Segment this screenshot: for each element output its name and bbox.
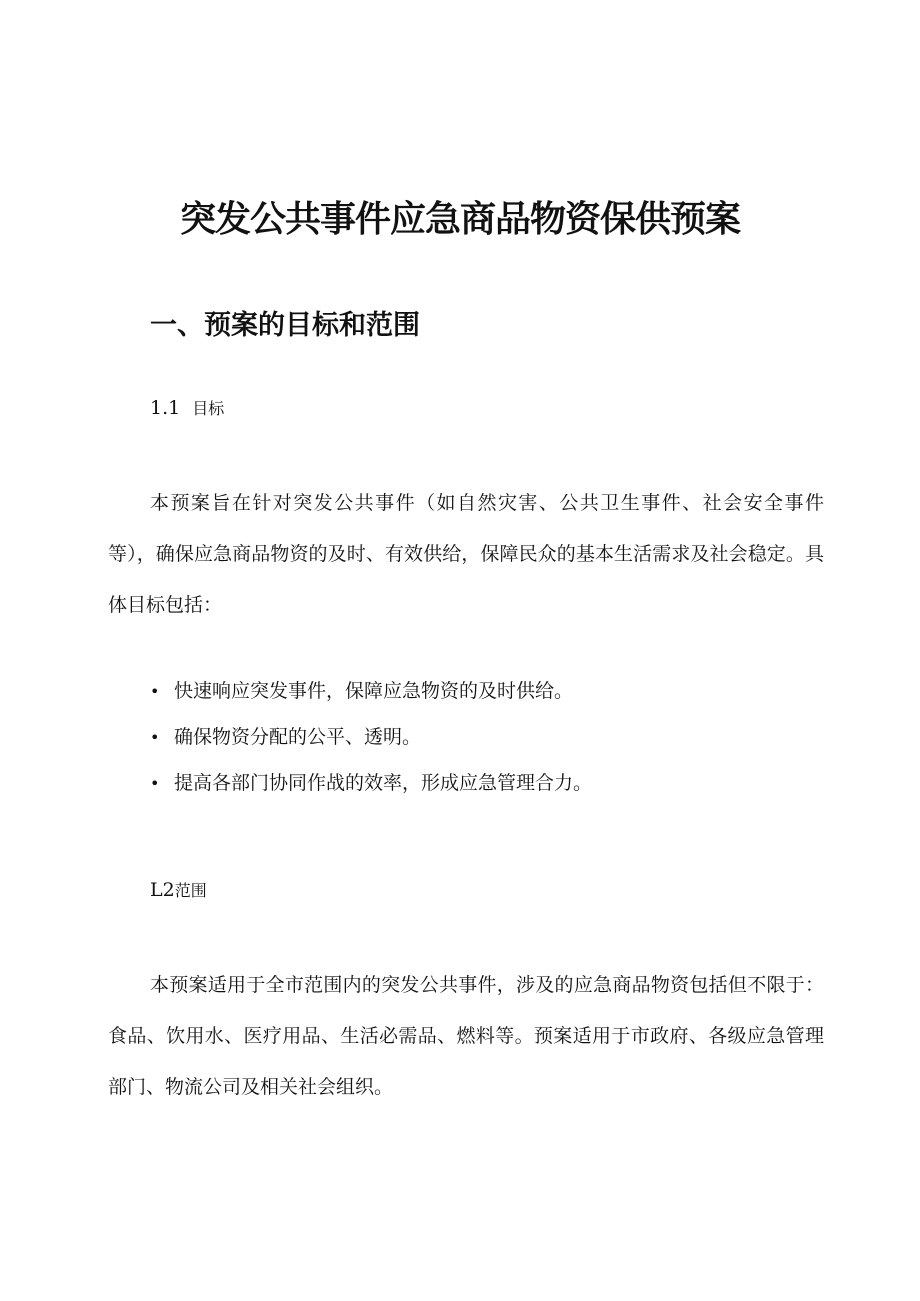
subsection-label: 范围 <box>174 881 207 900</box>
list-item-text: 确保物资分配的公平、透明。 <box>174 726 422 748</box>
list-item-text: 快速响应突发事件，保障应急物资的及时供给。 <box>174 680 574 702</box>
list-item <box>150 760 592 806</box>
subsection-heading-scope <box>150 876 207 905</box>
subsection-number: L2 <box>150 879 175 901</box>
scope-paragraph: 本预案适用于全市范围内的突发公共事件，涉及的应急商品物资包括但不限于：食品、饮用水、医疗用品、生活必需品、燃料等。预案适用于市政府、各级应急管理部门、物流公司及相关社会组织。 <box>108 974 824 1098</box>
subsection-label: 目标 <box>192 399 225 418</box>
list-item <box>150 668 592 714</box>
goals-bullet-list <box>150 668 592 806</box>
section-heading: 一、预案的目标和范围 <box>150 310 420 342</box>
bullet-icon: • <box>150 682 160 701</box>
list-item <box>150 714 592 760</box>
document-title: 突发公共事件应急商品物资保供预案 <box>179 199 740 241</box>
subsection-heading-goals <box>150 394 224 423</box>
subsection-number: 1.1 <box>150 397 181 419</box>
goals-paragraph: 本预案旨在针对突发公共事件（如自然灾害、公共卫生事件、社会安全事件等），确保应急商品物资的及时、有效供给，保障民众的基本生活需求及社会稳定。具体目标包括： <box>108 492 824 616</box>
bullet-icon: • <box>150 774 160 793</box>
list-item-text: 提高各部门协同作战的效率，形成应急管理合力。 <box>174 772 593 794</box>
bullet-icon: • <box>150 728 160 747</box>
